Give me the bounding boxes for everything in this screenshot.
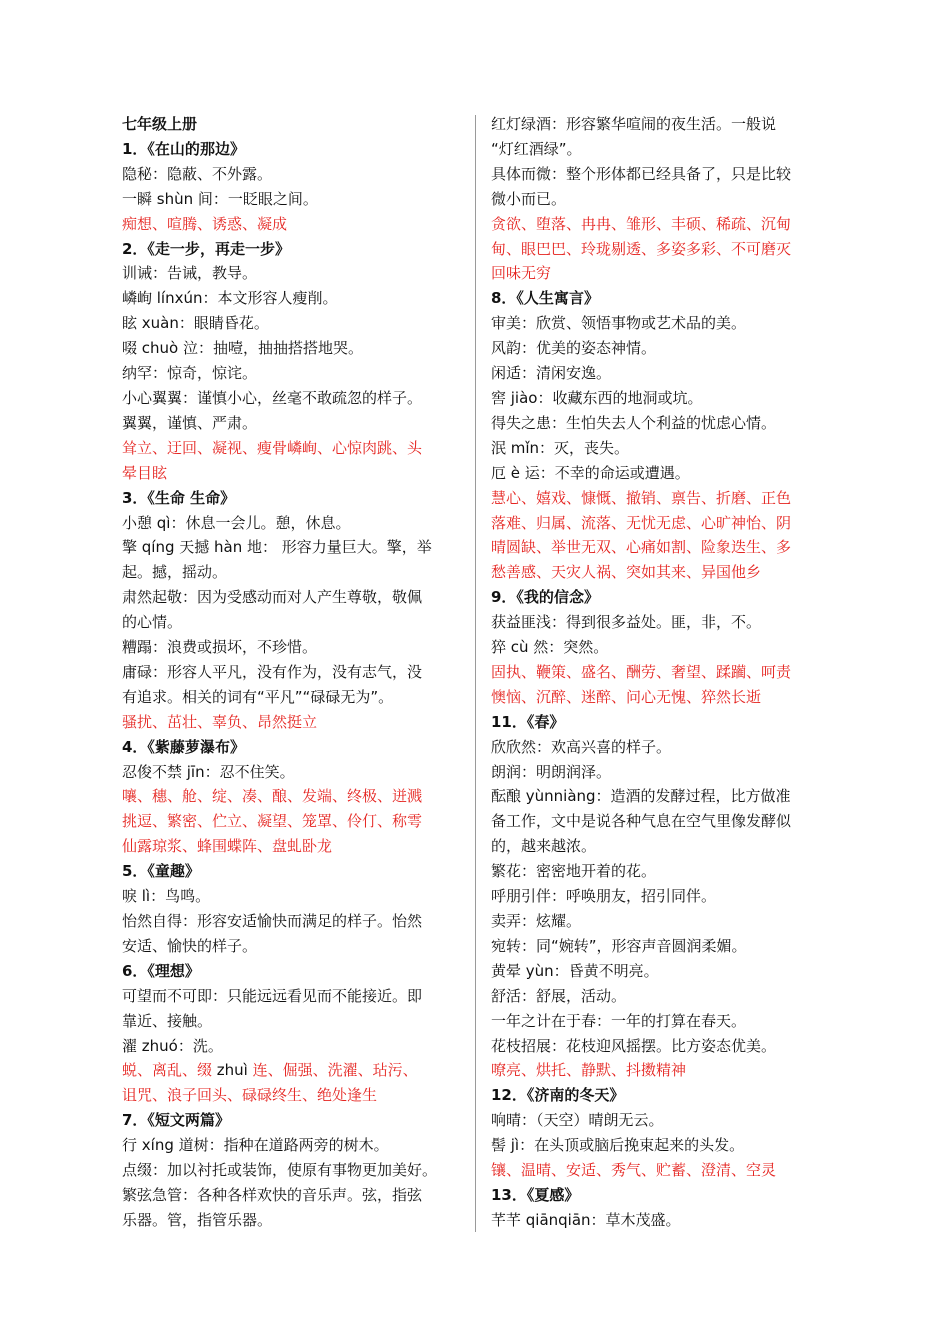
definition-line: 响晴：（天空）晴朗无云。: [491, 1111, 664, 1130]
definition-line: 欣欣然：欢高兴喜的样子。: [491, 737, 672, 756]
definition-line: 靠近、接触。: [122, 1011, 213, 1030]
left-column: [122, 112, 464, 1233]
vocab-list-line: 愁善感、天灾人祸、突如其来、异国他乡: [491, 563, 762, 582]
definition-line: 忍俊不禁 jīn：忍不住笑。: [122, 762, 295, 781]
definition-line: 窖 jiào：收藏东西的地洞或坑。: [491, 388, 703, 407]
definition-line: 安适、愉快的样子。: [122, 936, 258, 955]
definition-line: 备工作，文中是说各种气息在空气里像发酵似: [491, 812, 792, 831]
vocab-list-line: 诅咒、浪子回头、碌碌终生、绝处逢生: [122, 1086, 378, 1105]
vocab-list-line: 甸、眼巴巴、玲珑剔透、多姿多彩、不可磨灭: [491, 239, 792, 258]
line-segment: 连、倔强、洗濯、玷污、: [252, 1061, 418, 1080]
section-heading: 5．《童趣》: [122, 862, 200, 881]
definition-line: 得失之患：生怕失去人个利益的忧虑心情。: [491, 413, 777, 432]
definition-line: 隐秘：隐蔽、不外露。: [122, 164, 273, 183]
definition-line: 芊芊 qiānqiān：草木茂盛。: [491, 1210, 681, 1229]
definition-line: 起。撼，摇动。: [122, 563, 228, 582]
definition-line: 风韵：优美的姿态神情。: [491, 339, 657, 358]
vocab-list-line: 慧心、嬉戏、慷慨、撤销、禀告、折磨、正色: [491, 488, 792, 507]
definition-line: 微小而已。: [491, 189, 567, 208]
definition-line: 卖弄：炫耀。: [491, 912, 582, 930]
vocab-list-line: 挑逗、繁密、伫立、凝望、笼罩、伶仃、称雩: [122, 812, 423, 831]
line-segment: zhuì: [216, 1061, 253, 1080]
definition-line: 擎 qíng 天撼 hàn 地： 形容力量巨大。擎，举: [122, 538, 432, 557]
vocab-list-line: 耸立、迂回、凝视、瘦骨嶙峋、心惊肉跳、头: [122, 438, 423, 457]
vocab-list-line: 晕目眩: [122, 463, 168, 482]
vocab-list-line: [122, 1058, 464, 1083]
definition-line: 繁弦急管：各种各样欢快的音乐声。弦，指弦: [122, 1185, 423, 1204]
vocab-list-line: 贪欲、堕落、冉冉、雏形、丰硕、稀疏、沉甸: [491, 214, 792, 233]
definition-line: 小心翼翼：谨慎小心，丝毫不敢疏忽的样子。: [122, 388, 423, 407]
section-heading: 11．《春》: [491, 712, 565, 731]
section-heading: 7．《短文两篇》: [122, 1111, 230, 1130]
definition-line: 翼翼，谨慎、严肃。: [122, 413, 258, 432]
definition-line: 怡然自得：形容安适愉快而满足的样子。怡然: [122, 912, 423, 930]
section-heading: 13．《夏感》: [491, 1185, 580, 1204]
definition-line: 嶙峋 línxún：本文形容人瘦削。: [122, 289, 338, 308]
definition-line: 纳罕：惊奇，惊诧。: [122, 364, 258, 383]
definition-line: 唳 lì：鸟鸣。: [122, 887, 211, 906]
vocab-list-line: 仙露琼浆、蜂围蝶阵、盘虬卧龙: [122, 837, 333, 856]
definition-line: 点缀：加以衬托或装饰，使原有事物更加美好。: [122, 1161, 438, 1180]
definition-line: 审美：欣赏、领悟事物或艺术品的美。: [491, 314, 747, 333]
section-heading: 6．《理想》: [122, 961, 200, 980]
definition-line: 朗润：明朗润泽。: [491, 762, 612, 781]
definition-line: 黄晕 yùn：昏黄不明亮。: [491, 961, 659, 980]
definition-line: 红灯绿酒：形容繁华喧闹的夜生活。一般说: [491, 115, 777, 133]
definition-line: 髻 jì：在头顶或脑后挽束起来的头发。: [491, 1136, 745, 1155]
section-heading: 8．《人生寓言》: [491, 289, 599, 308]
definition-line: 眩 xuàn：眼睛昏花。: [122, 314, 269, 333]
definition-line: 宛转：同“婉转”，形容声音圆润柔媚。: [491, 936, 747, 955]
definition-line: 行 xíng 道树：指种在道路两旁的树木。: [122, 1136, 389, 1155]
definition-line: 闲适：清闲安逸。: [491, 364, 612, 383]
definition-line: 呼朋引伴：呼唤朋友，招引同伴。: [491, 887, 717, 906]
definition-line: 可望而不可即：只能远远看见而不能接近。即: [122, 986, 423, 1005]
definition-line: 乐器。管，指管乐器。: [122, 1210, 273, 1229]
definition-line: 糟蹋：浪费或损坏，不珍惜。: [122, 638, 318, 657]
column-divider: [475, 115, 476, 1232]
definition-line: 具体而微：整个形体都已经具备了，只是比较: [491, 164, 792, 183]
vocab-list-line: 晴圆缺、举世无双、心痛如割、险象迭生、多: [491, 538, 792, 557]
vocab-list-line: 镶、温晴、安适、秀气、贮蓄、澄清、空灵: [491, 1161, 777, 1180]
vocab-list-line: 骚扰、茁壮、辜负、昂然挺立: [122, 712, 318, 731]
definition-line: 舒活：舒展，活动。: [491, 986, 627, 1005]
definition-line: 一瞬 shùn 间：一眨眼之间。: [122, 189, 318, 208]
section-heading: 1．《在山的那边》: [122, 139, 245, 158]
definition-line: 有追求。相关的词有“平凡”“碌碌无为”。: [122, 687, 394, 706]
section-heading: 9．《我的信念》: [491, 588, 599, 607]
definition-line: 泯 mǐn：灭，丧失。: [491, 438, 630, 457]
definition-line: 濯 zhuó：洗。: [122, 1036, 223, 1055]
vocab-list-line: 痴想、喧腾、诱惑、凝成: [122, 214, 288, 233]
definition-line: 酝酿 yùnniàng：造酒的发酵过程，比方做准: [491, 787, 791, 806]
definition-line: 小憩 qì：休息一会儿。憩，休息。: [122, 513, 351, 532]
section-heading: 3．《生命 生命》: [122, 488, 236, 507]
definition-line: 训诫：告诫，教导。: [122, 264, 258, 283]
definition-line: 繁花：密密地开着的花。: [491, 862, 657, 881]
vocab-list-line: 懊恼、沉醉、迷醉、问心无愧、猝然长逝: [491, 687, 762, 706]
vocab-list-line: 嚷、穗、舱、绽、凑、酿、发端、终极、迸溅: [122, 787, 423, 806]
definition-line: 猝 cù 然：突然。: [491, 638, 609, 657]
vocab-list-line: 固执、鞭策、盛名、酬劳、奢望、蹂躏、呵责: [491, 662, 792, 681]
section-heading: 12．《济南的冬天》: [491, 1086, 625, 1105]
right-column: [491, 112, 836, 1233]
definition-line: 获益匪浅：得到很多益处。匪，非，不。: [491, 613, 762, 632]
definition-line: 肃然起敬：因为受感动而对人产生尊敬，敬佩: [122, 588, 423, 607]
definition-line: 的，越来越浓。: [491, 837, 597, 856]
section-heading: 4．《紫藤萝瀑布》: [122, 737, 245, 756]
vocab-list-line: 落难、归属、流落、无忧无虑、心旷神怡、阴: [491, 513, 792, 532]
definition-line: 厄 è 运：不幸的命运或遭遇。: [491, 463, 690, 482]
section-heading: 七年级上册: [122, 115, 198, 133]
vocab-list-line: 嘹亮、烘托、静默、抖擞精神: [491, 1061, 687, 1080]
definition-line: “灯红酒绿”。: [491, 139, 582, 158]
section-heading: 2．《走一步，再走一步》: [122, 239, 290, 258]
definition-line: 的心情。: [122, 613, 183, 632]
definition-line: 一年之计在于春：一年的打算在春天。: [491, 1011, 747, 1030]
definition-line: 花枝招展：花枝迎风摇摆。比方姿态优美。: [491, 1036, 777, 1055]
definition-line: 啜 chuò 泣：抽噎，抽抽搭搭地哭。: [122, 339, 363, 358]
definition-line: 庸碌：形容人平凡，没有作为，没有志气，没: [122, 662, 423, 681]
line-segment: 蜕、离乱、缀: [122, 1061, 217, 1080]
vocab-list-line: 回味无穷: [491, 264, 552, 283]
